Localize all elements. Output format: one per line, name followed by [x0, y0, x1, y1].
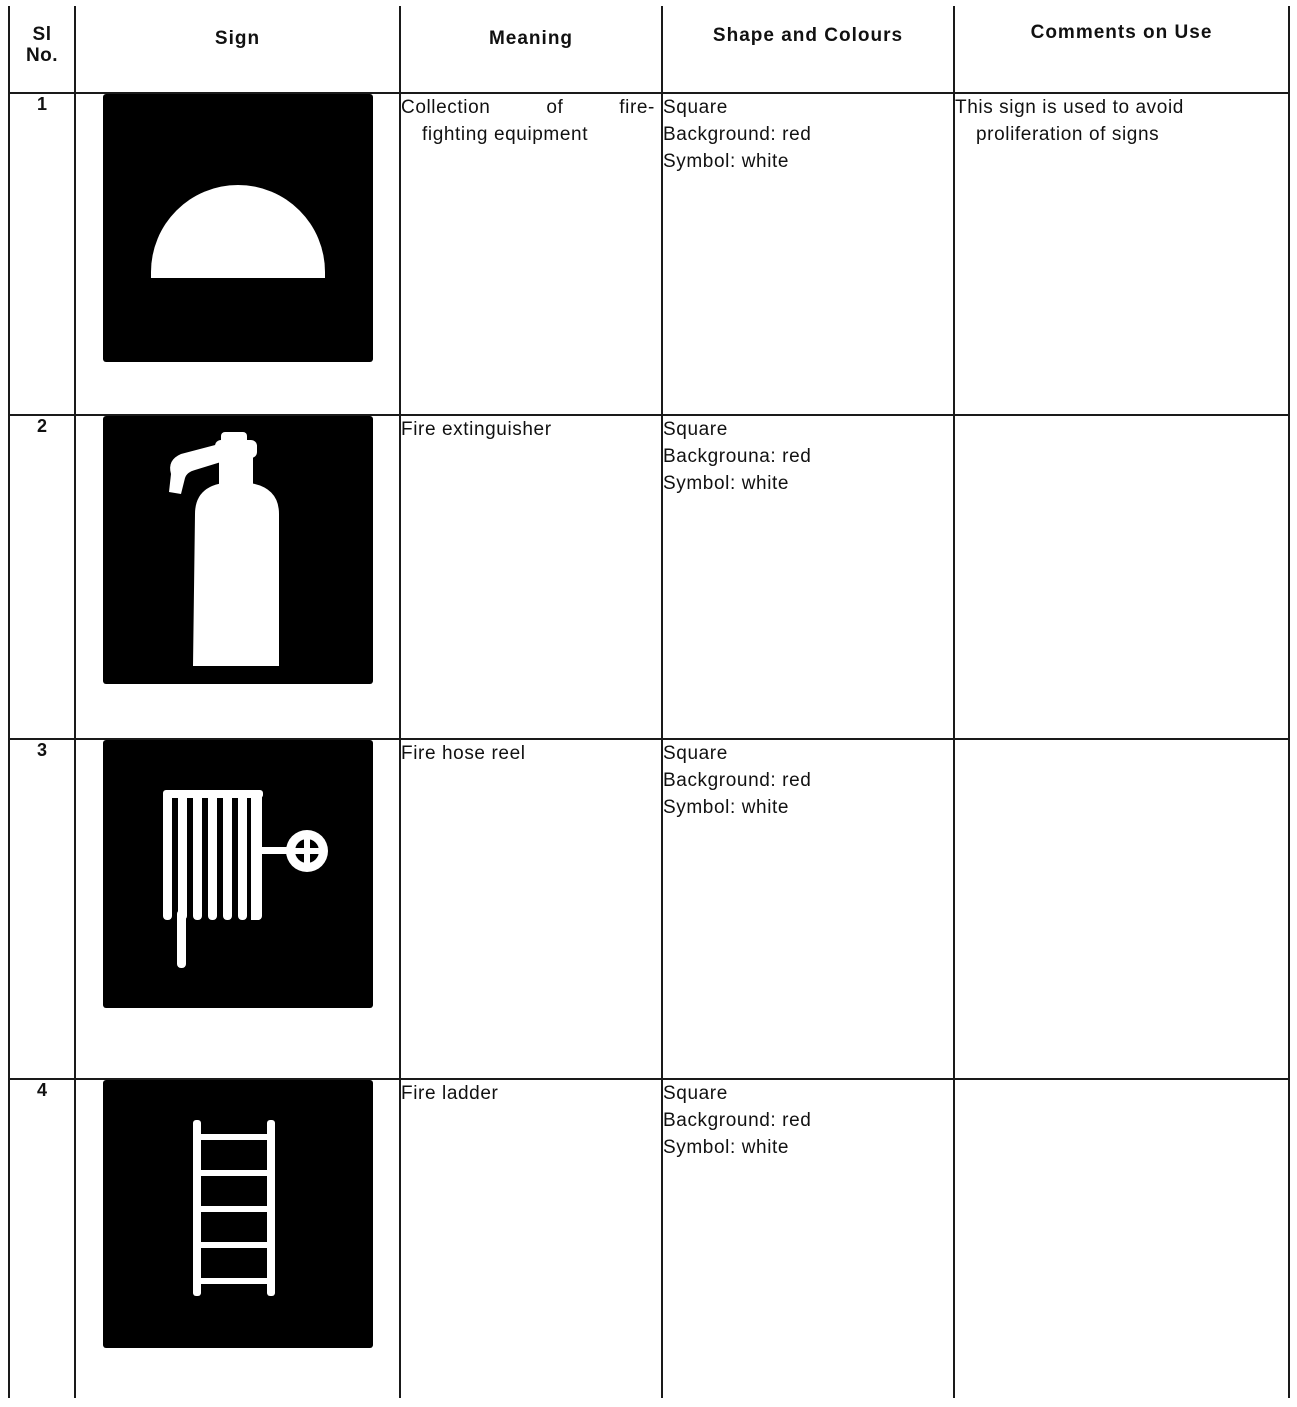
table-row: [9, 1079, 1289, 1398]
meaning-cell: [400, 739, 662, 1079]
fire-hose-reel-icon: [103, 740, 373, 1008]
meaning-line: Fire ladder: [401, 1083, 499, 1104]
meaning-line: Fire hose reel: [401, 743, 526, 764]
background-line: Background: red: [663, 124, 812, 145]
table-row: [9, 93, 1289, 415]
meaning-cell: [400, 1079, 662, 1398]
header-shape-label: Shape and Colours: [712, 25, 904, 46]
fire-ladder-icon: [103, 1080, 373, 1348]
header-meaning-label: Meaning: [488, 28, 574, 49]
meaning-line: Fire extinguisher: [401, 419, 552, 440]
comments-cell: [954, 415, 1289, 739]
shape-line: Square: [663, 1083, 728, 1104]
comments-line: This sign is used to avoid: [955, 97, 1184, 118]
background-line: Backgrouna: red: [663, 446, 812, 467]
symbol-line: Symbol: white: [663, 797, 790, 818]
meaning-cell: [400, 93, 662, 415]
header-comments: [954, 6, 1289, 93]
shape-line: Square: [663, 97, 728, 118]
fire-equipment-collection-icon: [103, 94, 373, 362]
comments-line: proliferation of signs: [976, 124, 1160, 145]
background-line: Background: red: [663, 770, 812, 791]
serial-number: 4: [9, 1079, 75, 1398]
serial-number: 3: [9, 739, 75, 1079]
symbol-line: Symbol: white: [663, 473, 790, 494]
comments-cell: [954, 93, 1289, 415]
shape-line: Square: [663, 743, 728, 764]
sign-cell: [75, 93, 400, 415]
shape-colours-cell: [662, 739, 954, 1079]
header-comments-label: Comments on Use: [1030, 22, 1213, 43]
sign-cell: [75, 1079, 400, 1398]
table-row: [9, 739, 1289, 1079]
header-row: [9, 6, 1289, 93]
serial-number: 2: [9, 415, 75, 739]
background-line: Background: red: [663, 1110, 812, 1131]
header-serial-line1: Sl: [32, 24, 52, 45]
table-row: [9, 415, 1289, 739]
symbol-line: Symbol: white: [663, 1137, 790, 1158]
meaning-line: fighting equipment: [422, 124, 589, 145]
shape-colours-cell: [662, 415, 954, 739]
header-meaning: [400, 6, 662, 93]
serial-number: 1: [9, 93, 75, 415]
header-sign-label: Sign: [214, 28, 261, 49]
sign-cell: [75, 739, 400, 1079]
meaning-cell: [400, 415, 662, 739]
shape-colours-cell: [662, 93, 954, 415]
shape-line: Square: [663, 419, 728, 440]
header-serial-number: [9, 6, 75, 93]
fire-safety-signs-table: [8, 6, 1290, 1398]
shape-colours-cell: [662, 1079, 954, 1398]
header-sign: [75, 6, 400, 93]
header-serial-line2: No.: [25, 45, 59, 66]
comments-cell: [954, 739, 1289, 1079]
header-shape-colours: [662, 6, 954, 93]
sign-cell: [75, 415, 400, 739]
meaning-line: Collection of fire-: [401, 97, 655, 118]
fire-extinguisher-icon: [103, 416, 373, 684]
comments-cell: [954, 1079, 1289, 1398]
symbol-line: Symbol: white: [663, 151, 790, 172]
